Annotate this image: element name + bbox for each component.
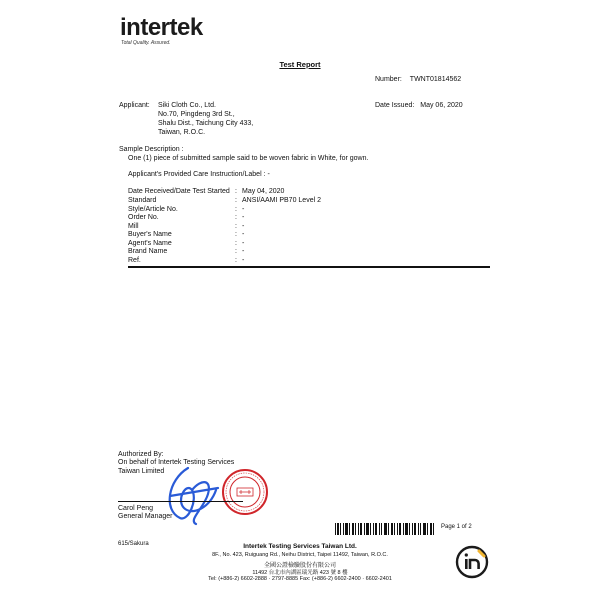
footer-address-en: 8F., No. 423, Ruiguang Rd., Neihu District, Taipei 11492, Taiwan, R.O.C. xyxy=(212,552,388,558)
detail-key: Ref. xyxy=(128,257,141,264)
signature-line xyxy=(118,501,243,502)
detail-value: ANSI/AAMI PB70 Level 2 xyxy=(242,197,321,204)
sample-description-label: Sample Description : xyxy=(119,146,184,153)
detail-value: May 04, 2020 xyxy=(242,188,285,195)
care-label: Applicant's Provided Care Instruction/Label : - xyxy=(128,171,270,178)
footer-company-zh: 全國公證檢驗股份有限公司 xyxy=(263,563,336,569)
authorized-company: Taiwan Limited xyxy=(118,468,165,475)
sample-description-text: One (1) piece of submitted sample said to be woven fabric in White, for gown. xyxy=(128,155,369,162)
applicant-label: Applicant: xyxy=(119,102,150,109)
detail-key: Mill xyxy=(128,223,139,230)
signatory-name: Carol Peng xyxy=(118,505,154,512)
number-label: Number: xyxy=(375,76,402,83)
authorized-label: Authorized By: xyxy=(118,451,164,458)
footer-company: Intertek Testing Services Taiwan Ltd. xyxy=(243,543,357,550)
detail-value: - xyxy=(242,248,245,255)
applicant-line-1: Siki Cloth Co., Ltd. xyxy=(158,102,216,109)
detail-key: Style/Article No. xyxy=(128,206,178,213)
footer-contact: Tel: (+886-2) 6602-2888 · 2797-8885 Fax: (+886-2) 6602-2400 · 6602-2401 xyxy=(208,576,392,582)
section-divider xyxy=(128,266,490,268)
detail-key: Agent's Name xyxy=(128,240,172,247)
logo-tagline: Total Quality. Assured. xyxy=(121,40,171,46)
footer-address-zh: 11492 台北市內湖區瑞光路 423 號 8 樓 xyxy=(252,570,348,576)
number-value: TWNT01814562 xyxy=(409,76,462,83)
date-issued-label: Date Issued: xyxy=(375,102,415,109)
detail-value: - xyxy=(242,240,245,247)
detail-key: Brand Name xyxy=(128,248,168,255)
detail-value: - xyxy=(242,231,245,238)
detail-key: Order No. xyxy=(128,214,159,221)
date-issued-value: May 06, 2020 xyxy=(420,102,463,109)
applicant-line-2: No.70, Pingdeng 3rd St., xyxy=(158,111,235,118)
intertek-logo xyxy=(120,14,203,42)
intertek-mark-icon xyxy=(455,545,489,579)
detail-key: Standard xyxy=(128,197,157,204)
applicant-line-4: Taiwan, R.O.C. xyxy=(158,129,206,136)
signatory-position: General Manager xyxy=(118,513,173,520)
authorized-on-behalf: On behalf of Intertek Testing Services xyxy=(118,459,235,466)
applicant-line-3: Shalu Dist., Taichung City 433, xyxy=(158,120,254,127)
detail-value: - xyxy=(242,214,245,221)
logo-text: intertek xyxy=(120,14,203,41)
page-indicator: Page 1 of 2 xyxy=(441,524,472,530)
barcode-icon xyxy=(335,523,435,535)
report-title: Test Report xyxy=(279,60,321,69)
reference-code: 615/Sakura xyxy=(118,541,149,547)
date-issued xyxy=(375,101,463,110)
detail-value: - xyxy=(242,206,245,213)
detail-value: - xyxy=(242,257,245,264)
detail-key: Date Received/Date Test Started xyxy=(128,188,230,195)
detail-key: Buyer's Name xyxy=(128,231,172,238)
company-seal-icon xyxy=(220,467,270,517)
report-number xyxy=(375,75,461,84)
detail-value: - xyxy=(242,223,245,230)
